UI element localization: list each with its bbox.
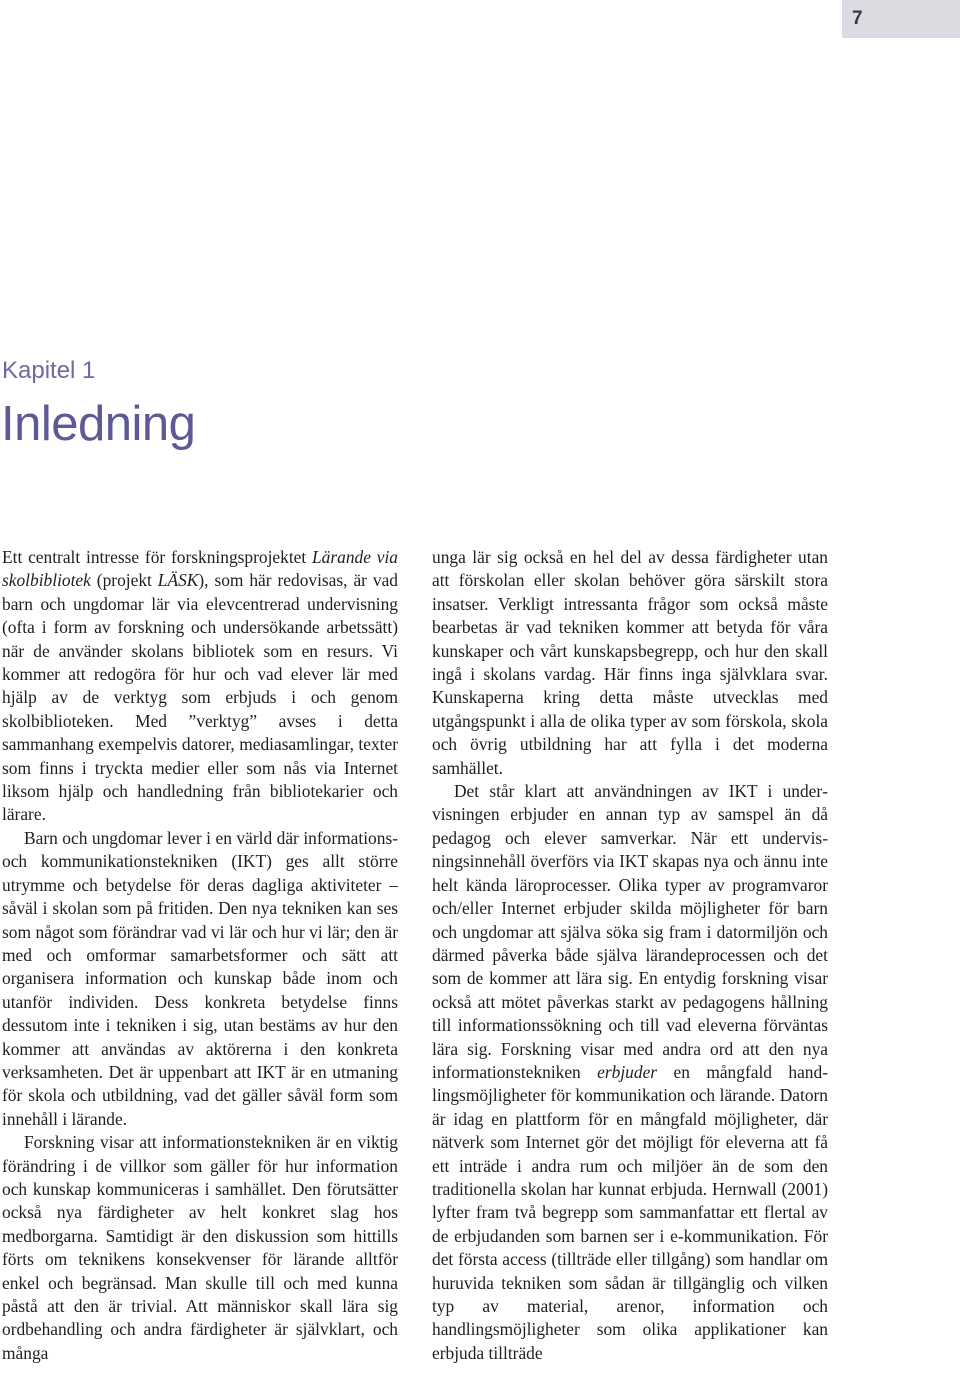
chapter-title: Inledning xyxy=(1,397,196,451)
emphasis: erbjuder xyxy=(597,1061,658,1082)
paragraph: Ett centralt intresse för forskningsprojektet Lärande via skolbibliotek (projekt LÄSK), som här redovisas, är vad barn och ungdomar lär via elevcentrerad undervisning (ofta i form av forskning och undersökande arbetssätt) när de använder skolans bibliotek som en resurs. Vi kommer att redogöra för hur och vad elever lär med hjälp av de verktyg som erbjuds i och genom skolbiblioteken. Med ”verktyg” avses i detta sammanhang exempelvis datorer, mediasamlingar, texter som finns i tryckta medier eller som nås via Internet liksom hjälp och handledning från bibliotekarier och lärare. xyxy=(2,547,398,825)
page-number: 7 xyxy=(852,8,863,29)
paragraph: Forskning visar att informationstekniken är en viktig förändring i de villkor som gäller för hur information och kunskap kommuniceras i samhället. Den förutsätter också nya färdigheter av helt konkret slag hos medborgarna. Samtidigt är den diskussion som hittills förts om teknikens konsekvenser för lärande alltför enkel och begränsad. Man skulle till och med kunna påstå att den är trivial. Att människor skall lära sig ordbehandling och andra färdigheter är självklart, och många xyxy=(2,1132,398,1363)
project-acronym: LÄSK xyxy=(157,570,199,591)
chapter-label: Kapitel 1 xyxy=(2,357,96,384)
paragraph: Barn och ungdomar lever i en värld där informations- och kommunikationstekniken (IKT) ges allt större utrymme och betydelse för deras dagliga aktiviteter – såväl i skolan som på fritiden. Den nya tekniken kan ses som något som förändrar vad vi lär och hur vi lär; den är med och omformar samarbetsformer och sätt att organisera information och kunskap både inom och utanför individen. Dess konkreta betydelse finns dessutom inte i tekniken i sig, utan bestäms av hur den kommer att användas av aktörerna i den konkreta verksamheten. Det är uppenbart att IKT är en utmaning för skola och utbildning, vad det gäller såväl form som innehåll i lärande. xyxy=(2,827,398,1129)
paragraph: unga lär sig också en hel del av dessa färdigheter utan att förskolan eller skolan behöver göra särskilt stora insatser. Verkligt intressanta frågor som också måste bearbetas är vad tekniken kommer att betyda för våra kunskaper och vårt kunskapsbegrepp, och hur den skall ingå i skolans vardag. Här finns inga självklara svar. Kunskaperna kring detta måste utvecklas med utgångspunkt i alla de olika typer av som förskola, skola och övrig utbildning har att fylla i det moderna samhället. xyxy=(432,547,828,778)
project-title: Lärande via skolbibliotek xyxy=(2,547,398,591)
paragraph: Det står klart att användningen av IKT i undervisningen erbjuder en annan typ av samspel än då pedagog och elever samverkar. När ett undervisningsinnehåll överförs via IKT skapas nya och ännu inte helt kända läroprocesser. Olika typer av programvaror och/eller Internet erbjuder skilda möjligheter för barn och ungdomar att själva söka sig fram i datormiljön och därmed påverka både själva lärandeprocessen och det som de kommer att lära sig. En entydig forskning visar också att mötet påverkas starkt av pedagogens hållning till informationssökning och till vad eleverna förväntas lära sig. Forskning visar med andra ord att den nya informationstekniken erbjuder en mångfald handlingsmöjligheter för kommunikation och lärande. Datorn är idag en plattform för en mångfald möjligheter, där nätverk som Internet gör det möjligt för eleverna att få ett inträde i andra rum och miljöer än de som den traditionella skolan har kunnat erbjuda. Hernwall (2001) lyfter fram två begrepp som sammanfattar ett flertal av de erbjudanden som barnen ser i e-kommunikation. För det första access (tillträde eller tillgång) som handlar om huruvida tekniken som sådan är tillgänglig och vilken typ av material, arenor, information och handlingsmöjligheter som olika applikationer kan erbjuda tillträde xyxy=(432,781,828,1363)
left-column xyxy=(2,546,398,1365)
right-column xyxy=(432,546,828,1365)
